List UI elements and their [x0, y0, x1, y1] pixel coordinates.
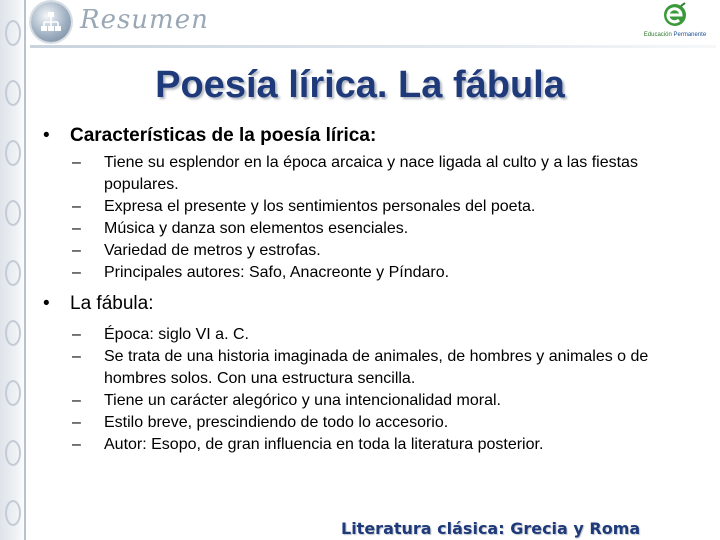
- bullet-suffix: :: [148, 293, 154, 314]
- footer-course-title: Literatura clásica: Grecia y Roma: [341, 519, 641, 538]
- rail-ring: [5, 440, 21, 466]
- list-item: – Se trata de una historia imaginada de animales, de hombres y animales o de hombres solos. Con una estructura sencilla.: [72, 348, 649, 387]
- rail-ring: [5, 320, 21, 346]
- rail-ring: [5, 380, 21, 406]
- list-item: – Expresa el presente y los sentimientos personales del poeta.: [72, 198, 536, 215]
- rail-ring: [5, 20, 21, 46]
- fable-list: [30, 324, 700, 456]
- bullet-label: Características de la poesía lírica:: [70, 125, 377, 146]
- logo-text-part2: Permanente: [673, 32, 707, 38]
- rail-ring: [5, 500, 21, 526]
- slide-title: Poesía lírica. La fábula: [155, 64, 565, 106]
- lyric-poetry-list: [30, 152, 700, 284]
- rail-ring: [5, 140, 21, 166]
- list-item: – Tiene un carácter alegórico y una intencionalidad moral.: [72, 392, 501, 409]
- logo-text-part1: Educación: [643, 32, 672, 38]
- list-item: – Principales autores: Safo, Anacreonte y Píndaro.: [72, 264, 450, 281]
- slide-content: [30, 124, 700, 456]
- list-item: – Variedad de metros y estrofas.: [72, 242, 321, 259]
- bullet-dot: •: [43, 293, 50, 314]
- list-item: – Música y danza son elementos esenciales.: [72, 220, 409, 237]
- bullet-lyric-poetry: [30, 124, 700, 148]
- bullet-dot: •: [43, 125, 50, 146]
- rail-ring: [5, 200, 21, 226]
- header-divider: [30, 45, 716, 48]
- list-item: – Autor: Esopo, de gran influencia en toda la literatura posterior.: [72, 436, 544, 453]
- logo-e-icon: [662, 2, 688, 28]
- network-tree-icon: [31, 2, 71, 42]
- bullet-label: La fábula: [70, 293, 149, 314]
- list-item: – Tiene su esplendor en la época arcaica y nace ligada al culto y a las fiestas populares.: [72, 154, 638, 193]
- educacion-permanente-logo: [636, 2, 714, 44]
- rail-ring: [5, 260, 21, 286]
- list-item: – Época: siglo VI a. C.: [72, 326, 249, 343]
- logo-text: [636, 32, 714, 38]
- section-title: Resumen: [80, 5, 209, 35]
- list-item: – Estilo breve, prescindiendo de todo lo accesorio.: [72, 414, 449, 431]
- bullet-fable: [30, 292, 700, 316]
